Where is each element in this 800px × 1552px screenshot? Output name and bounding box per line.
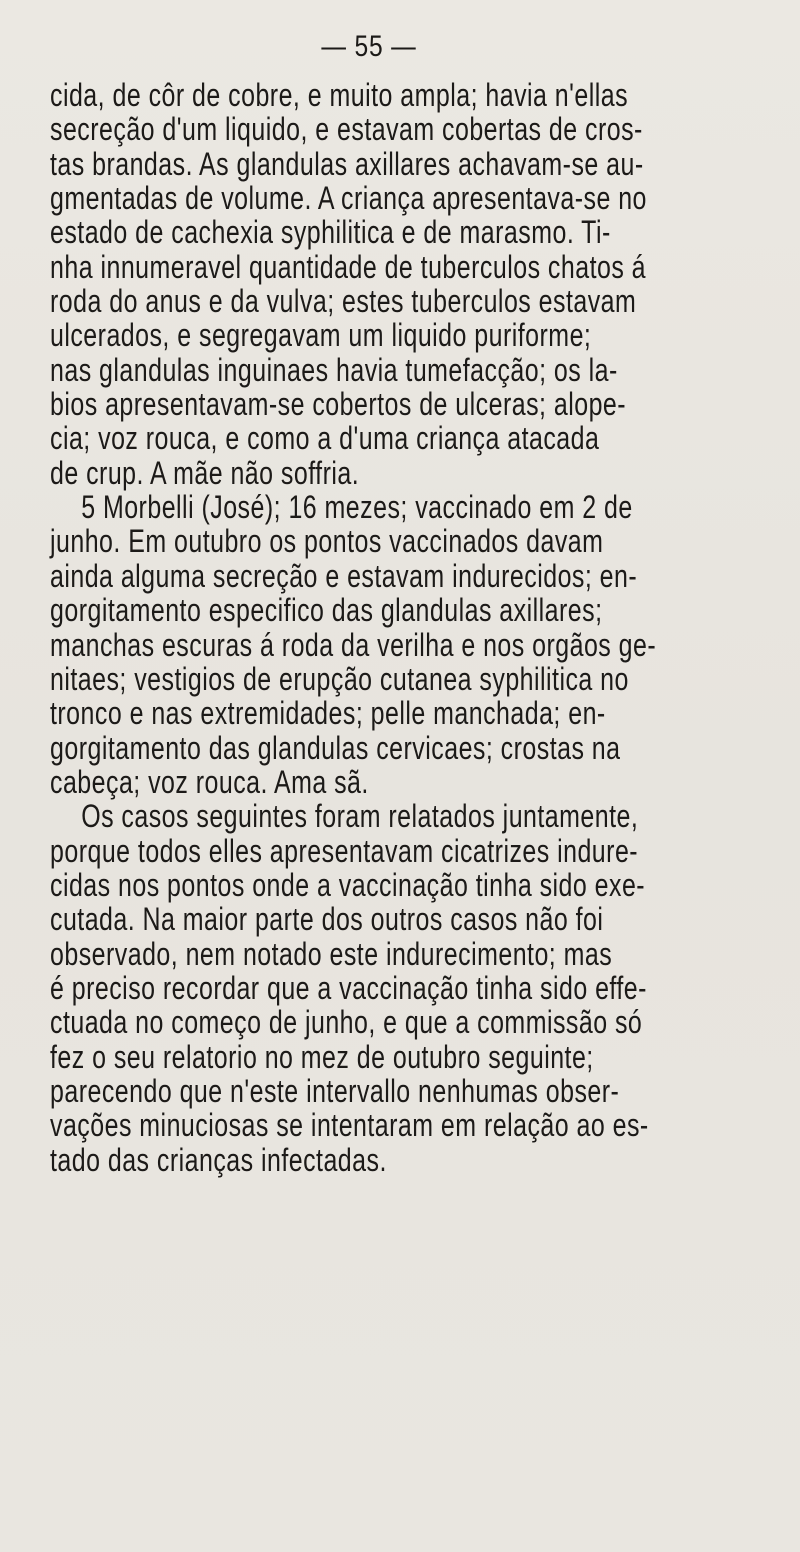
text-line: gorgitamento especifico das glandulas axillares; [50,592,603,629]
text-line: tas brandas. As glandulas axillares achavam-se au- [50,145,644,182]
text-line: tado das crianças infectadas. [50,1141,387,1178]
text-line: nitaes; vestigios de erupção cutanea syphilitica no [50,660,629,697]
text-line: cabeça; voz rouca. Ama sã. [50,763,369,800]
body-text [50,78,792,1177]
page-number: — 55 — [321,30,417,63]
text-line: ainda alguma secreção e estavam indurecidos; en- [50,557,638,594]
text-line: roda do anus e da vulva; estes tuberculos estavam [50,283,637,320]
text-line: manchas escuras á roda da verilha e nos orgãos ge- [50,626,657,663]
text-line: porque todos elles apresentavam cicatrizes indure- [50,832,639,869]
text-line: cida, de côr de cobre, e muito ampla; havia n'ellas [50,77,629,113]
text-line: bios apresentavam-se cobertos de ulceras; alope- [50,386,627,423]
text-line: observado, nem notado este indurecimento; mas [50,935,613,972]
text-line: cidas nos pontos onde a vaccinação tinha sido exe- [50,866,646,903]
text-line: cutada. Na maior parte dos outros casos não foi [50,901,604,938]
text-line: fez o seu relatorio no mez de outubro seguinte; [50,1038,594,1075]
text-line: Os casos seguintes foram relatados juntamente, [81,798,639,835]
text-line: tronco e nas extremidades; pelle manchada; en- [50,695,606,732]
text-line: cia; voz rouca, e como a d'uma criança atacada [50,420,600,457]
text-line: junho. Em outubro os pontos vaccinados davam [50,523,604,560]
text-line: nha innumeravel quantidade de tuberculos chatos á [50,248,647,285]
text-line: nas glandulas inguinaes havia tumefacção; os la- [50,351,618,388]
text-line: gorgitamento das glandulas cervicaes; crostas na [50,729,621,766]
text-line: é preciso recordar que a vaccinação tinha sido effe- [50,969,647,1006]
text-line: ulcerados, e segregavam um liquido puriforme; [50,317,592,354]
text-line: 5 Morbelli (José); 16 mezes; vaccinado em 2 de [81,489,633,526]
text-line: de crup. A mãe não soffria. [50,454,360,491]
text-line: parecendo que n'este intervallo nenhumas obser- [50,1072,620,1109]
text-line: ctuada no começo de junho, e que a commissão só [50,1004,643,1041]
text-line: estado de cachexia syphilitica e de marasmo. Ti- [50,214,611,251]
text-line: vações minuciosas se intentaram em relação ao es- [50,1107,649,1144]
text-line: gmentadas de volume. A criança apresentava-se no [50,180,647,217]
text-line: secreção d'um liquido, e estavam cobertas de cros- [50,111,643,148]
